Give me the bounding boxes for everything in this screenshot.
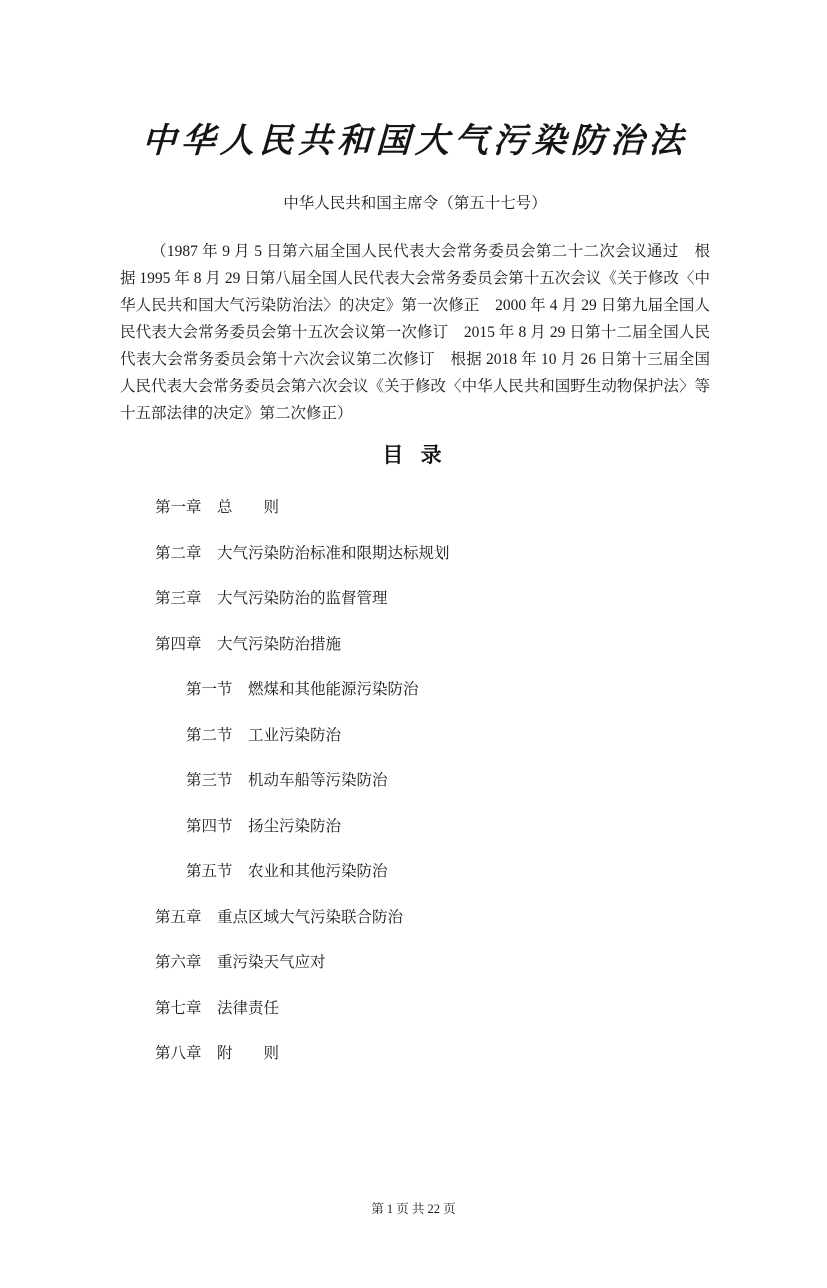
toc-item-chapter-3: 第三章 大气污染防治的监督管理 — [155, 590, 388, 607]
toc-item-section-4-2: 第二节 工业污染防治 — [186, 726, 342, 744]
document-page — [0, 118, 827, 1288]
toc-item-chapter-8: 第八章 附 则 — [155, 1045, 280, 1062]
toc-heading: 目 录 — [382, 443, 448, 467]
toc-item-section-4-4: 第四节 扬尘污染防治 — [186, 817, 342, 835]
toc-item-chapter-6: 第六章 重污染天气应对 — [155, 954, 326, 971]
document-title: 中华人民共和国大气污染防治法 — [141, 123, 689, 160]
toc-item-section-4-5: 第五节 农业和其他污染防治 — [186, 863, 388, 880]
toc-item-section-4-3: 第三节 机动车船等污染防治 — [186, 772, 388, 789]
toc-item-chapter-7: 第七章 法律责任 — [155, 999, 280, 1017]
document-subtitle: 中华人民共和国主席令（第五十七号） — [283, 195, 547, 212]
toc-item-chapter-5: 第五章 重点区域大气污染联合防治 — [155, 908, 404, 926]
toc-item-chapter-4: 第四章 大气污染防治措施 — [155, 635, 342, 653]
toc-item-chapter-1: 第一章 总 则 — [155, 499, 280, 516]
toc-item-chapter-2: 第二章 大气污染防治标准和限期达标规划 — [155, 544, 450, 562]
page-number-footer: 第 1 页 共 22 页 — [371, 1202, 456, 1216]
table-of-contents — [120, 498, 710, 1064]
legislative-history-paragraph: （1987 年 9 月 5 日第六届全国人民代表大会常务委员会第二十二次会议通过 根据 1995 年 8 月 29 日第八届全国人民代表大会常务委员会第十五次会议《关于修改〈中华人民共和国大气污染防治法〉的决定》第一次修正 2000 年 4 月 29 日第九届全国人民代表大会常务委员会第十五次会议第一次修订 2015 年 8 月 29 日第十二届全国人民代表大会常务委员会第十六次会议第二次修订 根据 2018 年 10 月 26 日第十三届全国人民代表大会常务委员会第六次会议《关于修改〈中华人民共和国野生动物保护法〉等十五部法律的决定》第二次修正） — [120, 243, 710, 422]
toc-item-section-4-1: 第一节 燃煤和其他能源污染防治 — [186, 681, 419, 698]
